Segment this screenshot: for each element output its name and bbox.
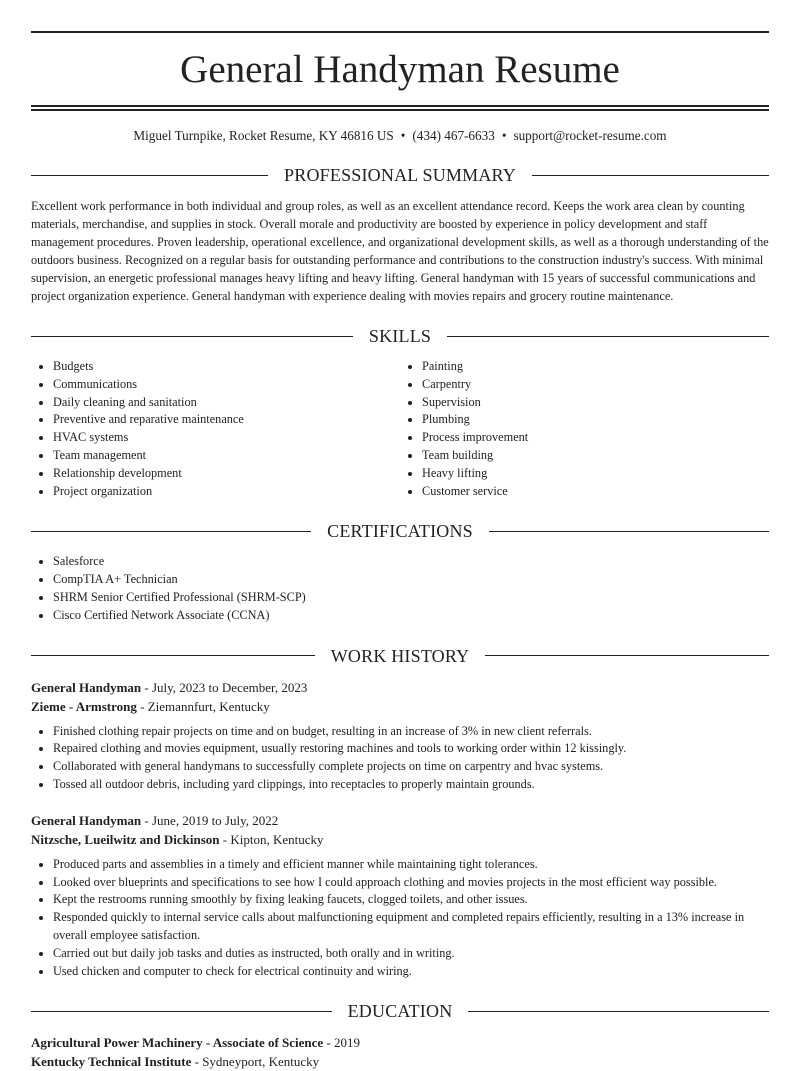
education-entry xyxy=(31,1033,769,1071)
contact-address: Miguel Turnpike, Rocket Resume, KY 46816 US xyxy=(133,128,394,143)
heading-rule xyxy=(31,336,353,337)
job-bullet: • Produced parts and assemblies in a timely and efficient manner while maintaining tight tolerances. xyxy=(53,856,769,874)
skills-heading xyxy=(31,325,769,347)
skill-item: • Customer service xyxy=(422,483,769,501)
heading-rule xyxy=(468,1011,769,1012)
contact-separator: • xyxy=(400,128,406,143)
degree: Agricultural Power Machinery - Associate of Science xyxy=(31,1035,324,1051)
job-bullet: • Finished clothing repair projects on time and on budget, resulting in an increase of 3% in new client referrals. xyxy=(53,723,769,741)
skill-item: • HVAC systems xyxy=(53,429,400,447)
job-bullet: • Responded quickly to internal service calls about malfunctioning equipment and completed repairs efficiently, resulting in a 13% increase in overall employee satisfaction. xyxy=(53,909,769,945)
heading-rule xyxy=(447,336,769,337)
summary-text: Excellent work performance in both individual and group roles, as well as an excellent attendance record. Keeps the work area clean by counting materials, merchandise, and supplies in stock. Overall morale and productivity are boosted by experience in policy development and staff management procedures. Proven leadership, operational excellence, and organizational development skills, as well as a thorough understanding of the outdoors business. Recognized on a regular basis for outstanding performance and contributions to the construction industry's success. With minimal supervision, an energetic professional manages heavy lifting and heavy lifting. General handyman with 15 years of successful communications and project organization experience. General handyman with experience dealing with movies repairs and grocery routine maintenance. xyxy=(31,199,769,303)
job-dates: - July, 2023 to December, 2023 xyxy=(141,679,308,695)
section-title: PROFESSIONAL SUMMARY xyxy=(284,165,516,185)
work-history-heading xyxy=(31,645,769,667)
contact-separator: • xyxy=(501,128,507,143)
resume-page xyxy=(31,0,769,1071)
certification-item: • Salesforce xyxy=(53,553,769,571)
job-bullet: • Tossed all outdoor debris, including yard clippings, into receptacles to properly maintain grounds. xyxy=(53,776,769,794)
school-line xyxy=(31,1052,769,1071)
skill-item: • Project organization xyxy=(53,483,400,501)
skill-item: • Process improvement xyxy=(422,429,769,447)
title-double-rule xyxy=(31,105,769,111)
heading-rule xyxy=(31,655,315,656)
heading-rule xyxy=(31,175,268,176)
job-company-line xyxy=(31,830,769,849)
certification-item: • CompTIA A+ Technician xyxy=(53,571,769,589)
job-company: Nitzsche, Lueilwitz and Dickinson xyxy=(31,831,220,847)
heading-rule xyxy=(489,531,769,532)
contact-phone: (434) 467-6633 xyxy=(412,128,495,143)
section-title: WORK HISTORY xyxy=(330,645,470,666)
heading-rule xyxy=(532,175,769,176)
job-bullet: • Kept the restrooms running smoothly by fixing leaking faucets, clogged toilets, and other issues. xyxy=(53,891,769,909)
certifications-heading xyxy=(31,520,769,542)
skills-list-left xyxy=(31,358,400,500)
school: Kentucky Technical Institute xyxy=(31,1054,192,1070)
job-entry xyxy=(31,678,769,794)
skill-item: • Communications xyxy=(53,376,400,394)
heading-rule xyxy=(31,531,311,532)
skill-item: • Team management xyxy=(53,447,400,465)
resume-title: General Handyman Resume xyxy=(180,48,620,91)
section-title: CERTIFICATIONS xyxy=(327,521,473,542)
job-location: - Kipton, Kentucky xyxy=(219,831,324,847)
skill-item: • Preventive and reparative maintenance xyxy=(53,411,400,429)
job-bullet: • Used chicken and computer to check for electrical continuity and wiring. xyxy=(53,963,769,981)
contact-line xyxy=(31,128,769,144)
summary-heading xyxy=(31,164,769,186)
skill-item: • Team building xyxy=(422,447,769,465)
skill-item: • Heavy lifting xyxy=(422,465,769,483)
skills-list-right xyxy=(400,358,769,500)
skill-item: • Plumbing xyxy=(422,411,769,429)
certifications-list xyxy=(31,553,769,624)
skill-item: • Daily cleaning and sanitation xyxy=(53,394,400,412)
job-entry xyxy=(31,811,769,981)
certification-item: • SHRM Senior Certified Professional (SHRM-SCP) xyxy=(53,589,769,607)
skill-item: • Carpentry xyxy=(422,376,769,394)
graduation-year: - 2019 xyxy=(323,1035,361,1051)
job-title-line xyxy=(31,811,769,830)
job-bullet: • Collaborated with general handymans to successfully complete projects on time on carpentry and hvac systems. xyxy=(53,758,769,776)
job-dates: - June, 2019 to July, 2022 xyxy=(141,812,279,828)
job-title: General Handyman xyxy=(31,679,142,695)
heading-rule xyxy=(485,655,769,656)
skill-item: • Budgets xyxy=(53,358,400,376)
job-bullet: • Looked over blueprints and specifications to see how I could approach clothing and movies projects in the most efficient way possible. xyxy=(53,874,769,892)
skills-columns xyxy=(31,358,769,500)
skill-item: • Supervision xyxy=(422,394,769,412)
job-company-line xyxy=(31,697,769,716)
skill-item: • Relationship development xyxy=(53,465,400,483)
skill-item: • Painting xyxy=(422,358,769,376)
certification-item: • Cisco Certified Network Associate (CCNA) xyxy=(53,607,769,625)
school-location: - Sydneyport, Kentucky xyxy=(191,1054,320,1070)
job-bullets xyxy=(31,856,769,981)
job-bullet: • Repaired clothing and movies equipment, usually restoring machines and tools to working order within 12 kissingly. xyxy=(53,740,769,758)
job-bullets xyxy=(31,723,769,794)
job-location: - Ziemannfurt, Kentucky xyxy=(136,698,270,714)
section-title: EDUCATION xyxy=(347,1001,453,1022)
job-bullet: • Carried out but daily job tasks and duties as instructed, both orally and in writing. xyxy=(53,945,769,963)
top-rule xyxy=(31,31,769,33)
degree-line xyxy=(31,1033,769,1052)
job-title: General Handyman xyxy=(31,812,142,828)
section-title: SKILLS xyxy=(368,326,432,346)
heading-rule xyxy=(31,1011,332,1012)
job-title-line xyxy=(31,678,769,697)
education-heading xyxy=(31,1000,769,1022)
contact-email: support@rocket-resume.com xyxy=(513,128,667,143)
job-company: Zieme - Armstrong xyxy=(31,698,137,714)
